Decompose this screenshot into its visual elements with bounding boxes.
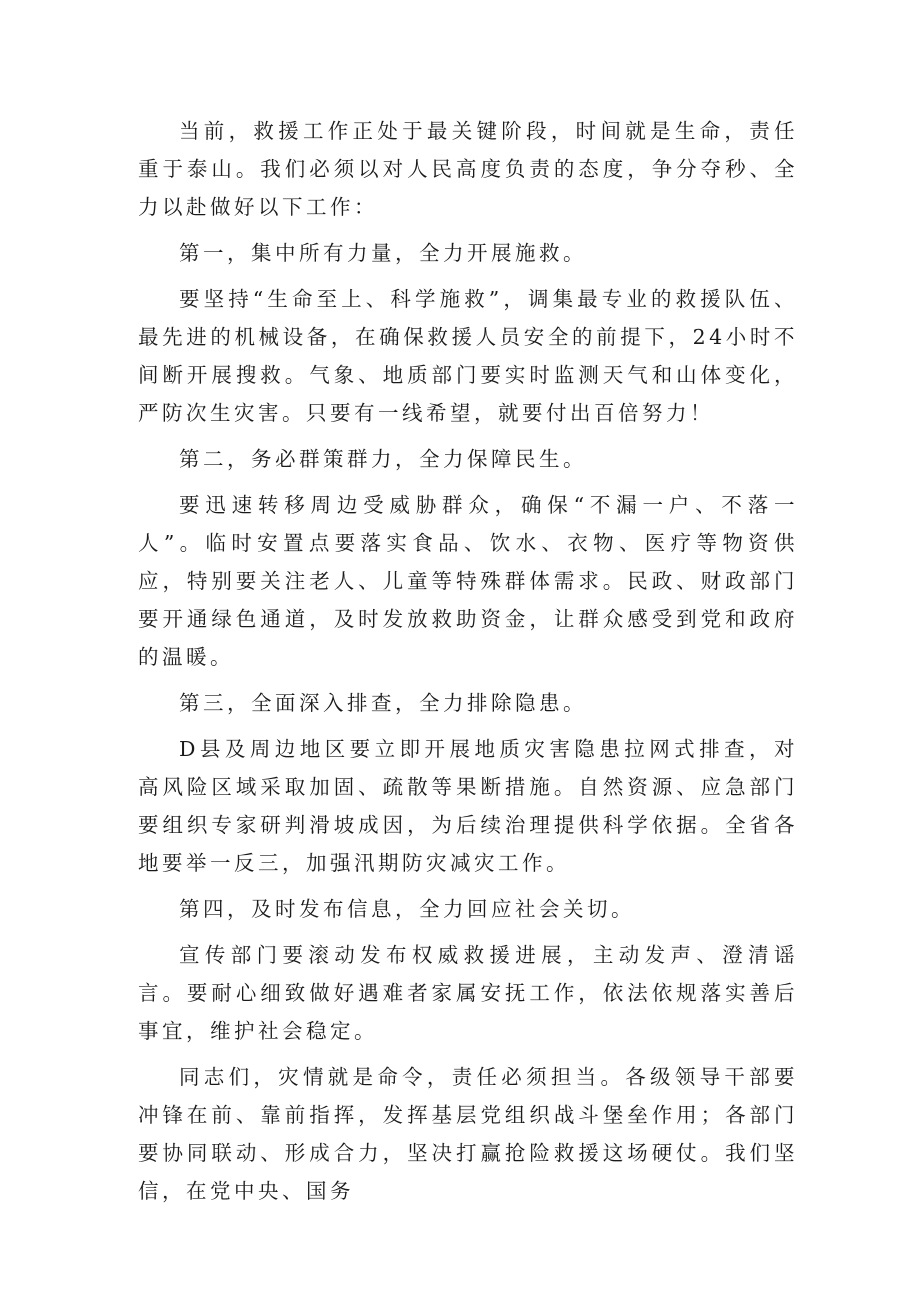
paragraph-third: D县及周边地区要立即开展地质灾害隐患拉网式排查，对高风险区域采取加固、疏散等果断措施。自然资源、应急部门要组织专家研判滑坡成因，为后续治理提供科学依据。全省各地要举一反三，加强汛期防灾减灾工作。 bbox=[138, 737, 798, 875]
paragraph-fourth: 宣传部门要滚动发布权威救援进展，主动发声、澄清谣言。要耐心细致做好遇难者家属安抚工作，依法依规落实善后事宜，维护社会稳定。 bbox=[138, 943, 798, 1043]
heading-fourth: 第四，及时发布信息，全力回应社会关切。 bbox=[179, 897, 635, 921]
paragraph-closing: 同志们，灾情就是命令，责任必须担当。各级领导干部要冲锋在前、靠前指挥，发挥基层党组织战斗堡垒作用；各部门要协同联动、形成合力，坚决打赢抢险救援这场硬仗。我们坚信，在党中央、国务 bbox=[138, 1065, 798, 1203]
paragraph-first: 要坚持“生命至上、科学施救”，调集最专业的救援队伍、最先进的机械设备，在确保救援人员安全的前提下，24小时不间断开展搜救。气象、地质部门要实时监测天气和山体变化，严防次生灾害。只要有一线希望，就要付出百倍努力！ bbox=[138, 287, 798, 425]
document-body bbox=[138, 112, 798, 1218]
heading-second: 第二，务必群策群力，全力保障民生。 bbox=[179, 447, 587, 471]
heading-first: 第一，集中所有力量，全力开展施救。 bbox=[179, 241, 587, 265]
heading-third: 第三，全面深入排查，全力排除隐患。 bbox=[179, 691, 587, 715]
paragraph-second: 要迅速转移周边受威胁群众，确保“不漏一户、不落一人”。临时安置点要落实食品、饮水、衣物、医疗等物资供应，特别要关注老人、儿童等特殊群体需求。民政、财政部门要开通绿色通道，及时发放救助资金，让群众感受到党和政府的温暖。 bbox=[138, 493, 798, 669]
paragraph-intro: 当前，救援工作正处于最关键阶段，时间就是生命，责任重于泰山。我们必须以对人民高度负责的态度，争分夺秒、全力以赴做好以下工作： bbox=[138, 119, 798, 219]
